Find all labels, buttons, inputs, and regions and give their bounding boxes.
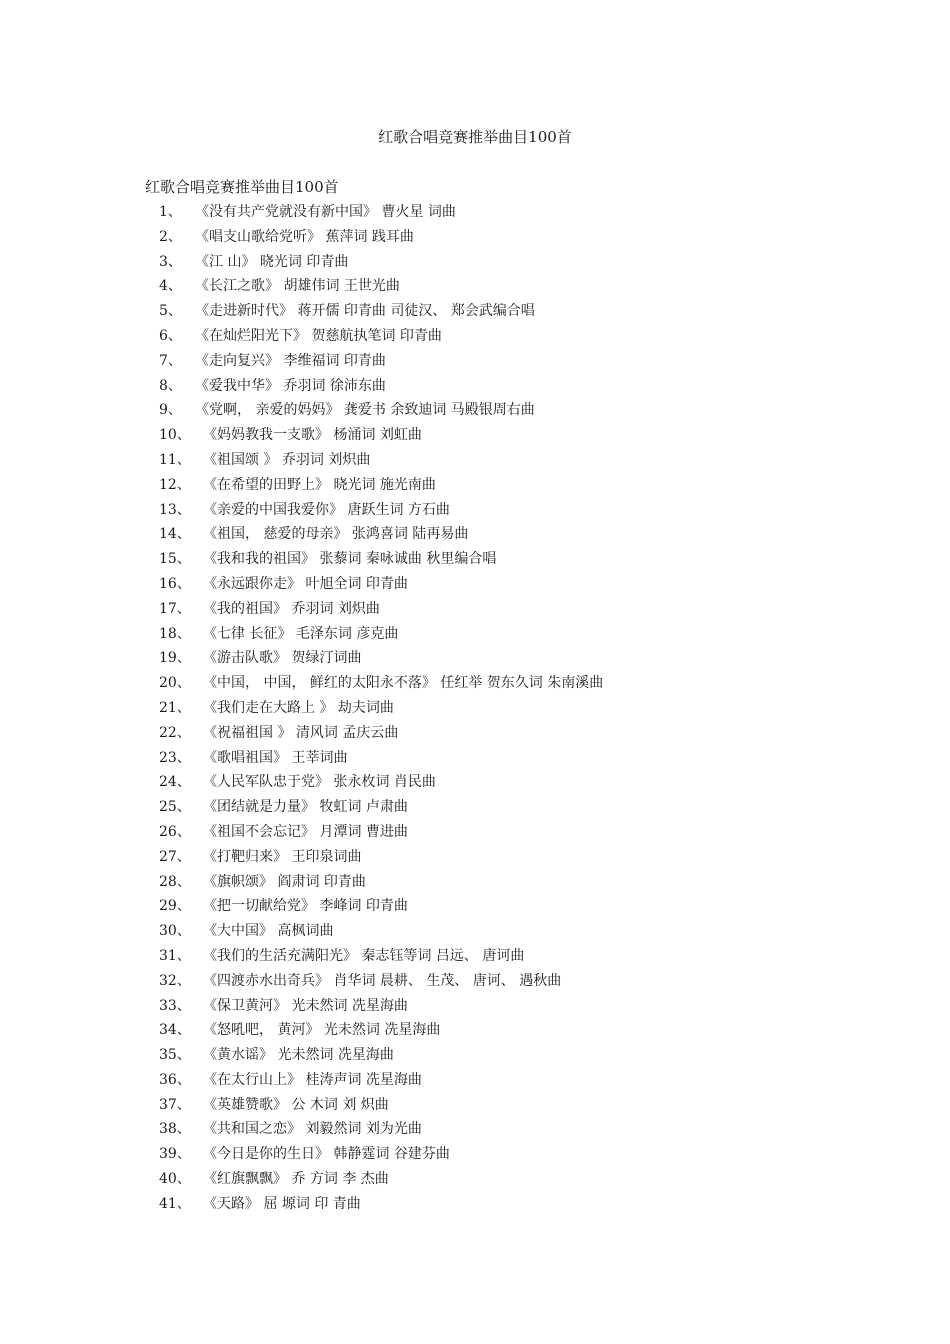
song-number: 40、 [159,1171,191,1188]
song-entry: 《祖国颂 》 乔羽词 刘炽曲 [203,451,371,468]
song-number: 3、 [159,253,182,270]
list-item [0,325,950,350]
list-item [0,251,950,276]
song-number: 41、 [159,1195,191,1212]
song-entry: 《英雄赞歌》 公 木词 刘 炽曲 [203,1096,389,1113]
song-number: 13、 [159,501,191,518]
song-entry: 《七律 长征》 毛泽东词 彦克曲 [203,625,399,642]
song-number: 35、 [159,1047,191,1064]
list-item [0,1069,950,1094]
song-number: 33、 [159,997,191,1014]
song-number: 16、 [159,575,191,592]
song-entry: 《在希望的田野上》 晓光词 施光南曲 [203,476,436,493]
song-entry: 《祖国， 慈爱的母亲》 张鸿喜词 陆再易曲 [203,526,469,543]
song-number: 25、 [159,799,191,816]
song-entry: 《天路》 屈 塬词 印 青曲 [203,1195,361,1212]
song-entry: 《在太行山上》 桂涛声词 冼星海曲 [203,1071,422,1088]
song-entry: 《歌唱祖国》 王莘词曲 [203,749,348,766]
list-item [0,449,950,474]
list-item [0,1094,950,1119]
list-item [0,995,950,1020]
list-item [0,771,950,796]
song-entry: 《共和国之恋》 刘毅然词 刘为光曲 [203,1121,422,1138]
list-item [0,300,950,325]
song-entry: 《大中国》 高枫词曲 [203,923,334,940]
song-number: 12、 [159,476,191,493]
song-entry: 《中国， 中国， 鲜红的太阳永不落》 任红举 贺东久词 朱南溪曲 [203,675,604,692]
list-item [0,375,950,400]
song-number: 27、 [159,848,191,865]
song-entry: 《没有共产党就没有新中国》 曹火星 词曲 [195,204,456,220]
list-item [0,722,950,747]
list-item [0,399,950,424]
song-entry: 《走进新时代》 蒋开儒 印青曲 司徒汉、 郑会武编合唱 [195,303,535,320]
song-entry: 《党啊， 亲爱的妈妈》 龚爱书 余致迪词 马殿银周右曲 [195,402,535,419]
song-list [0,201,950,1218]
list-item [0,697,950,722]
list-item [0,647,950,672]
song-entry: 《走向复兴》 李维福词 印青曲 [195,352,386,369]
song-entry: 《游击队歌》 贺绿汀词曲 [203,650,362,667]
song-entry: 《亲爱的中国我爱你》 唐跃生词 方石曲 [203,501,450,518]
song-number: 9、 [159,402,182,419]
list-item [0,623,950,648]
list-item [0,1118,950,1143]
song-entry: 《黄水谣》 光未然词 冼星海曲 [203,1047,394,1064]
song-entry: 《爱我中华》 乔羽词 徐沛东曲 [195,377,386,394]
list-item [0,920,950,945]
song-entry: 《江 山》 晓光词 印青曲 [195,253,349,270]
song-entry: 《长江之歌》 胡雄伟词 王世光曲 [195,278,400,295]
song-entry: 《我们走在大路上 》 劫夫词曲 [203,699,394,716]
song-entry: 《我们的生活充满阳光》 秦志钰等词 吕远、 唐诃曲 [203,947,525,964]
list-item [0,1044,950,1069]
song-number: 11、 [159,451,191,468]
song-entry: 《今日是你的生日》 韩静霆词 谷建芬曲 [203,1146,450,1163]
list-item [0,1193,950,1218]
song-number: 5、 [159,303,182,320]
list-item [0,846,950,871]
song-number: 32、 [159,972,191,989]
list-item [0,821,950,846]
song-number: 4、 [159,278,182,295]
song-number: 22、 [159,724,191,741]
list-item [0,1168,950,1193]
list-item [0,598,950,623]
list-item [0,970,950,995]
song-number: 17、 [159,600,191,617]
song-entry: 《四渡赤水出奇兵》 肖华词 晨耕、 生茂、 唐诃、 遇秋曲 [203,972,562,989]
song-entry: 《我和我的祖国》 张藜词 秦咏诚曲 秋里编合唱 [203,551,497,568]
song-number: 6、 [159,327,182,344]
list-heading: 红歌合唱竞赛推举曲目100首 [145,178,339,196]
list-item [0,275,950,300]
song-entry: 《保卫黄河》 光未然词 冼星海曲 [203,997,408,1014]
list-item [0,226,950,251]
song-number: 31、 [159,947,191,964]
song-number: 2、 [159,228,182,245]
song-number: 24、 [159,774,191,791]
list-item [0,523,950,548]
song-number: 19、 [159,650,191,667]
song-number: 39、 [159,1146,191,1163]
song-number: 28、 [159,873,191,890]
song-number: 36、 [159,1071,191,1088]
song-entry: 《人民军队忠于党》 张永枚词 肖民曲 [203,774,436,791]
song-number: 37、 [159,1096,191,1113]
list-item [0,1143,950,1168]
song-entry: 《永远跟你走》 叶旭全词 印青曲 [203,575,408,592]
song-number: 21、 [159,699,191,716]
song-number: 34、 [159,1022,191,1039]
song-entry: 《把一切献给党》 李峰词 印青曲 [203,898,408,915]
song-entry: 《唱支山歌给党听》 蕉萍词 践耳曲 [195,228,414,245]
list-item [0,499,950,524]
song-number: 26、 [159,823,191,840]
song-entry: 《打靶归来》 王印泉词曲 [203,848,362,865]
song-entry: 《我的祖国》 乔羽词 刘炽曲 [203,600,380,617]
song-number: 38、 [159,1121,191,1138]
list-item [0,424,950,449]
list-item [0,201,950,226]
song-number: 30、 [159,923,191,940]
list-item [0,474,950,499]
list-item [0,945,950,970]
song-entry: 《红旗飘飘》 乔 方词 李 杰曲 [203,1171,389,1188]
song-number: 1、 [159,204,182,220]
song-number: 15、 [159,551,191,568]
song-entry: 《团结就是力量》 牧虹词 卢肃曲 [203,799,408,816]
song-number: 18、 [159,625,191,642]
list-item [0,548,950,573]
song-number: 29、 [159,898,191,915]
list-item [0,672,950,697]
song-number: 23、 [159,749,191,766]
song-number: 7、 [159,352,182,369]
page-title: 红歌合唱竞赛推举曲目100首 [378,128,572,146]
song-number: 14、 [159,526,191,543]
song-entry: 《祝福祖国 》 清风词 孟庆云曲 [203,724,399,741]
song-entry: 《旗帜颂》 阎肃词 印青曲 [203,873,366,890]
list-item [0,871,950,896]
song-entry: 《祖国不会忘记》 月潭词 曹进曲 [203,823,408,840]
song-entry: 《妈妈教我一支歌》 杨涌词 刘虹曲 [203,427,422,444]
song-entry: 《怒吼吧， 黄河》 光未然词 冼星海曲 [203,1022,441,1039]
song-entry: 《在灿烂阳光下》 贺慈航执笔词 印青曲 [195,327,442,344]
song-number: 10、 [159,427,191,444]
list-item [0,895,950,920]
list-item [0,350,950,375]
song-number: 20、 [159,675,191,692]
list-item [0,747,950,772]
song-number: 8、 [159,377,182,394]
list-item [0,796,950,821]
list-item [0,1019,950,1044]
list-item [0,573,950,598]
